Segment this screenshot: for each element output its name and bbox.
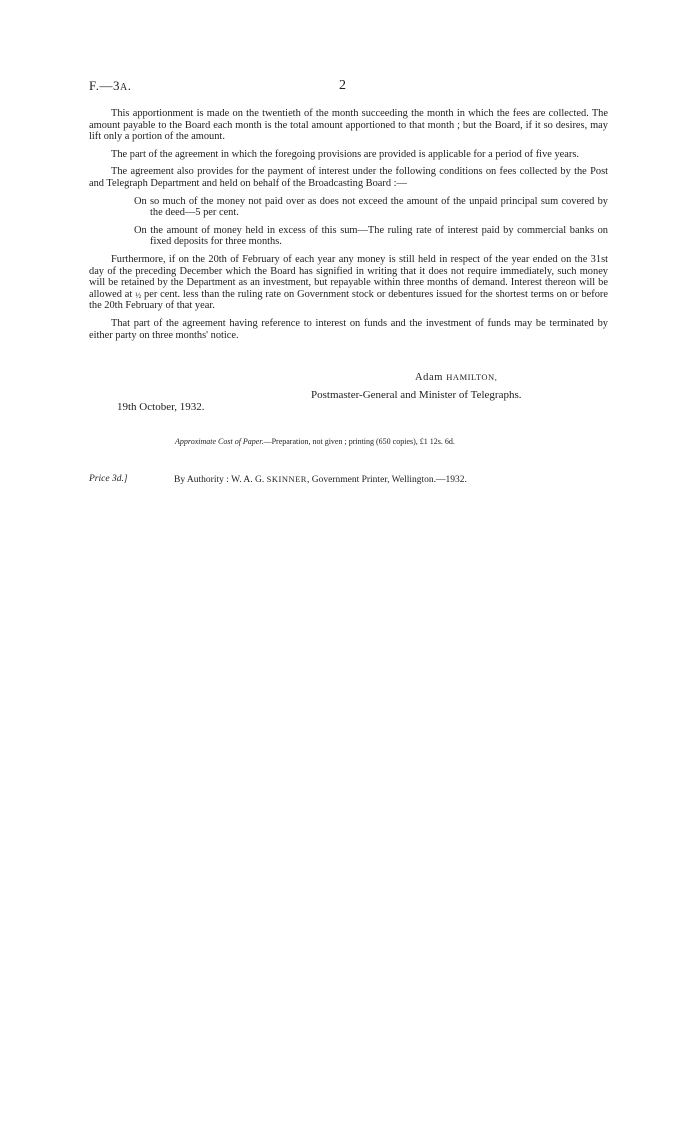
signatory-first-name: Adam [415, 372, 444, 383]
condition-item-excess: On the amount of money held in excess of this sum—The ruling rate of interest paid by commercial banks on fixed deposits for three months. [134, 224, 608, 248]
paragraph-furthermore-text-b: per cent. less than the ruling rate on Government stock or debentures issued for the shortest terms on or before the 20th February of that year. [89, 288, 608, 312]
body-text [89, 108, 608, 347]
reference-suffix: A [119, 82, 128, 93]
cost-text: —Preparation, not given ; printing (650 copies), £1 12s. 6d. [263, 437, 455, 446]
fraction-half: ½ [135, 290, 142, 300]
reference-prefix: F.—3 [89, 78, 120, 93]
paragraph-period: The part of the agreement in which the foregoing provisions are provided is applicable for a period of five years. [111, 148, 579, 160]
cost-of-paper-note [175, 437, 455, 446]
paragraph-furthermore [89, 254, 608, 312]
authority-prefix: By Authority : W. A. G. [174, 475, 265, 485]
paragraph-apportionment: This apportionment is made on the twentieth of the month succeeding the month in which the fees are collected. The amount payable to the Board each month is the total amount apportioned to that month ; but the Board, if it so desires, may lift only a portion of the amount. [89, 108, 608, 143]
document-reference [89, 78, 131, 94]
paragraph-interest-conditions: The agreement also provides for the payment of interest under the following conditions on fees collected by the Post and Telegraph Department and held on behalf of the Broadcasting Board :— [89, 166, 608, 189]
signatory-name [415, 372, 497, 383]
page-number: 2 [339, 78, 346, 93]
price-note: Price 3d.] [89, 474, 128, 484]
printer-authority [174, 474, 467, 485]
authority-suffix: , Government Printer, Wellington.—1932. [306, 475, 467, 485]
document-date: 19th October, 1932. [117, 401, 205, 413]
condition-item-unpaid-principal: On so much of the money not paid over as does not exceed the amount of the unpaid principal sum covered by the deed—5 per cent. [134, 195, 608, 219]
paragraph-termination: That part of the agreement having reference to interest on funds and the investment of funds may be terminated by either party on three months' notice. [89, 317, 608, 341]
signatory-title: Postmaster-General and Minister of Telegraphs. [311, 389, 522, 401]
paragraph-furthermore-text-a: Furthermore, if on the 20th of February of each year any money is still held in respect of the year ended on the 31st day of the preceding December which the Board has signified in writing that it does not require immediately, such money will be retained by the Department as an investment, but repayable within three months of demand. Interest thereon will be allowed at [89, 253, 608, 300]
printer-name: SKINNER [266, 474, 307, 484]
signatory-last-name: HAMILTON, [446, 372, 498, 382]
reference-end: . [127, 78, 132, 93]
cost-label: Approximate Cost of Paper. [175, 437, 264, 446]
